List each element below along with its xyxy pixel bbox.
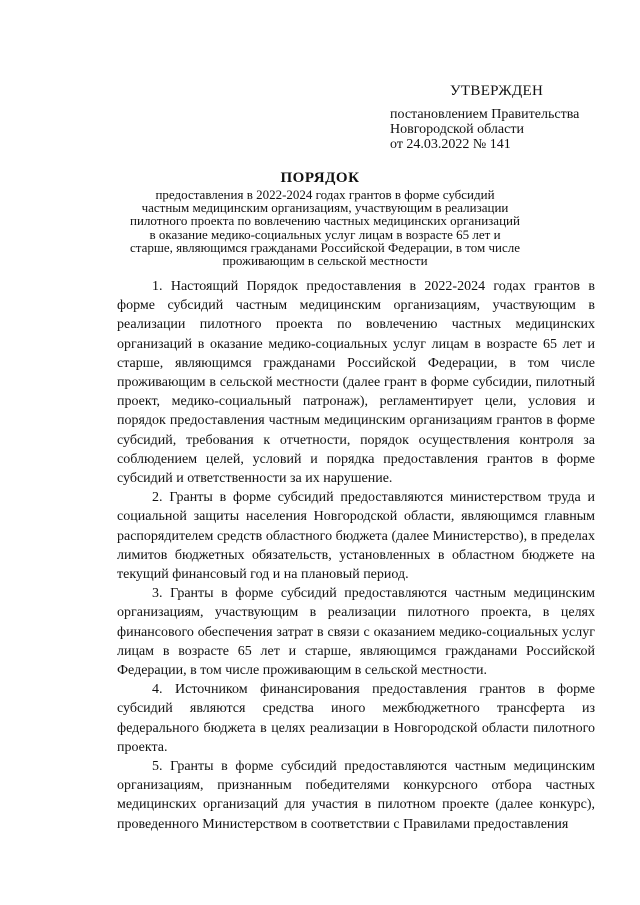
paragraph-1: 1. Настоящий Порядок предоставления в 2022-2024 годах грантов в форме субсидий частным медицинским организациям, участвующим в реализации пилотного проекта по вовлечению частных медицинских организаций в оказание медико-социальных услуг лицам в возрасте 65 лет и старше, являющимся гражданами Российской Федерации, в том числе проживающим в сельской местности (далее грант в форме субсидии, пилотный проект, медико-социальный патронаж), регламентирует цели, условия и порядок предоставления частным медицинским организациям грантов в форме субсидий, требования к отчетности, порядок осуществления контроля за соблюдением целей, условий и порядка предоставления грантов в форме субсидий и ответственности за их нарушение. xyxy=(117,279,595,487)
approved-label: УТВЕРЖДЕН xyxy=(450,83,544,99)
approval-block xyxy=(390,84,620,152)
paragraph-2: 2. Гранты в форме субсидий предоставляются министерством труда и социальной защиты населения Новгородской области, являющимся главным распорядителем средств областного бюджета (далее Министерство), в пределах лимитов бюджетных обязательств, установленных в областном бюджете на текущий финансовый год и на плановый период. xyxy=(117,490,595,583)
document-title: ПОРЯДОК xyxy=(280,170,360,186)
approval-line-2: Новгородской области xyxy=(390,122,524,137)
approval-line-3: от 24.03.2022 № 141 xyxy=(390,137,511,152)
document-body xyxy=(117,277,595,834)
approval-line-1: постановлением Правительства xyxy=(390,107,580,122)
paragraph-4: 4. Источником финансирования предоставления грантов в форме субсидий являются средства иного межбюджетного трансферта из федерального бюджета в целях реализации в Новгородской области пилотного проекта. xyxy=(117,682,595,755)
paragraph-3: 3. Гранты в форме субсидий предоставляются частным медицинским организациям, участвующим в реализации пилотного проекта, в целях финансового обеспечения затрат в связи с оказанием медико-социальных услуг лицам в возрасте 65 лет и старше, являющимся гражданами Российской Федерации, в том числе проживающим в сельской местности. xyxy=(117,586,595,679)
document-subtitle: предоставления в 2022-2024 годах грантов в форме субсидий частным медицинским организациям, участвующим в реализации пилотного проекта по вовлечению частных медицинских организаций в оказание медико-социальных услуг лицам в возрасте 65 лет и старше, являющимся гражданами Российской Федерации, в том числе проживающим в сельской местности xyxy=(130,187,520,269)
paragraph-5: 5. Гранты в форме субсидий предоставляются частным медицинским организациям, признанным победителями конкурсного отбора частных медицинских организаций для участия в пилотном проекте (далее конкурс), проведенного Министерством в соответствии с Правилами предоставления xyxy=(117,759,595,832)
